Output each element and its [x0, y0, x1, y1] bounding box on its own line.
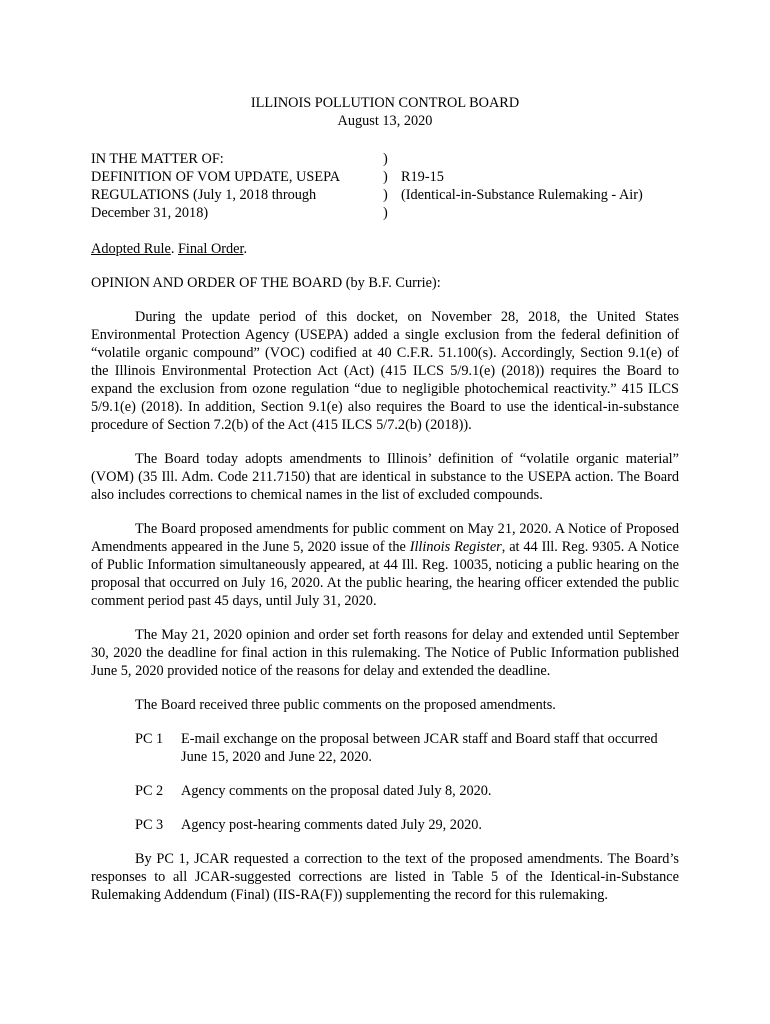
paragraph-3: [91, 520, 679, 610]
caption-docket: [401, 150, 679, 222]
caption-parens: [383, 150, 401, 222]
caption-matter: [91, 150, 383, 222]
caption-line: DEFINITION OF VOM UPDATE, USEPA: [91, 169, 341, 185]
comment-id: PC 1: [135, 731, 164, 747]
action-line: Adopted Rule. Final Order.: [91, 241, 248, 257]
docket-number: R19-15: [401, 169, 444, 185]
comment-text: Agency post-hearing comments dated July 29, 2020.: [181, 817, 482, 833]
caption-paren: ): [383, 187, 388, 203]
opinion-heading: OPINION AND ORDER OF THE BOARD (by B.F. Currie):: [91, 275, 441, 291]
paragraph-4: The May 21, 2020 opinion and order set forth reasons for delay and extended until September 30, 2020 the deadline for final action in this rulemaking. The Notice of Public Information published June 5, 2020 provided notice of the reasons for delay and extended the deadline.: [91, 627, 679, 679]
final-order-label: Final Order: [177, 241, 244, 257]
paragraph-1: During the update period of this docket, on November 28, 2018, the United States Environmental Protection Agency (USEPA) added a single exclusion from the federal definition of “volatile organic compound” (VOC) codified at 40 C.F.R. 51.100(s). Accordingly, Section 9.1(e) of the Illinois Environmental Protection Act (Act) (415 ILCS 5/9.1(e) (2018)) requires the Board to expand the exclusion from ozone regulation “due to negligible photochemical reactivity.” 415 ILCS 5/9.1(e) (2018). In addition, Section 9.1(e) also requires the Board to use the identical-in-substance procedure of Section 7.2(b) of the Act (415 ILCS 5/7.2(b) (2018)).: [91, 309, 679, 433]
comment-id: PC 2: [135, 783, 164, 799]
paragraph-3-part-a: The Board proposed amendments for public comment on May 21, 2020. A Notice of Proposed Amendments appeared in the June 5, 2020 issue of the: [91, 521, 679, 555]
list-item: [135, 782, 679, 800]
list-item: [135, 816, 679, 834]
document-page: [91, 94, 679, 904]
docket-type: (Identical-in-Substance Rulemaking - Air): [401, 187, 643, 203]
illinois-register-title: Illinois Register: [409, 539, 502, 555]
document-header: [91, 94, 679, 130]
comment-text: Agency comments on the proposal dated July 8, 2020.: [181, 783, 492, 799]
caption-paren: ): [383, 205, 388, 221]
case-caption: [91, 150, 679, 222]
list-item: [135, 730, 679, 766]
adopted-rule-label: Adopted Rule: [91, 241, 171, 257]
comment-id: PC 3: [135, 817, 164, 833]
caption-paren: ): [383, 169, 388, 185]
paragraph-5: The Board received three public comments on the proposed amendments.: [135, 697, 556, 713]
public-comment-list: [91, 730, 679, 834]
paragraph-2: The Board today adopts amendments to Illinois’ definition of “volatile organic material” (VOM) (35 Ill. Adm. Code 211.7150) that are identical in substance to the USEPA action. The Board also includes corrections to chemical names in the list of excluded compounds.: [91, 451, 679, 503]
caption-line: IN THE MATTER OF:: [91, 151, 224, 167]
caption-line: REGULATIONS (July 1, 2018 through: [91, 187, 317, 203]
paragraph-3-part-b: , at 44 Ill. Reg. 9305. A Notice of Public Information simultaneously appeared, at 44 Ill. Reg. 10035, noticing a public hearing on the proposal that occurred on July 16, 2020. At the public hearing, the hearing officer extended the public comment period past 45 days, until July 31, 2020.: [91, 539, 679, 609]
document-date: August 13, 2020: [337, 113, 433, 129]
comment-text: E-mail exchange on the proposal between JCAR staff and Board staff that occurred June 15, 2020 and June 22, 2020.: [181, 731, 658, 765]
board-name: ILLINOIS POLLUTION CONTROL BOARD: [250, 95, 520, 111]
caption-line: December 31, 2018): [91, 205, 209, 221]
paragraph-6: By PC 1, JCAR requested a correction to the text of the proposed amendments. The Board’s responses to all JCAR-suggested corrections are listed in Table 5 of the Identical-in-Substance Rulemaking Addendum (Final) (IIS-RA(F)) supplementing the record for this rulemaking.: [91, 851, 679, 903]
caption-paren: ): [383, 151, 388, 167]
